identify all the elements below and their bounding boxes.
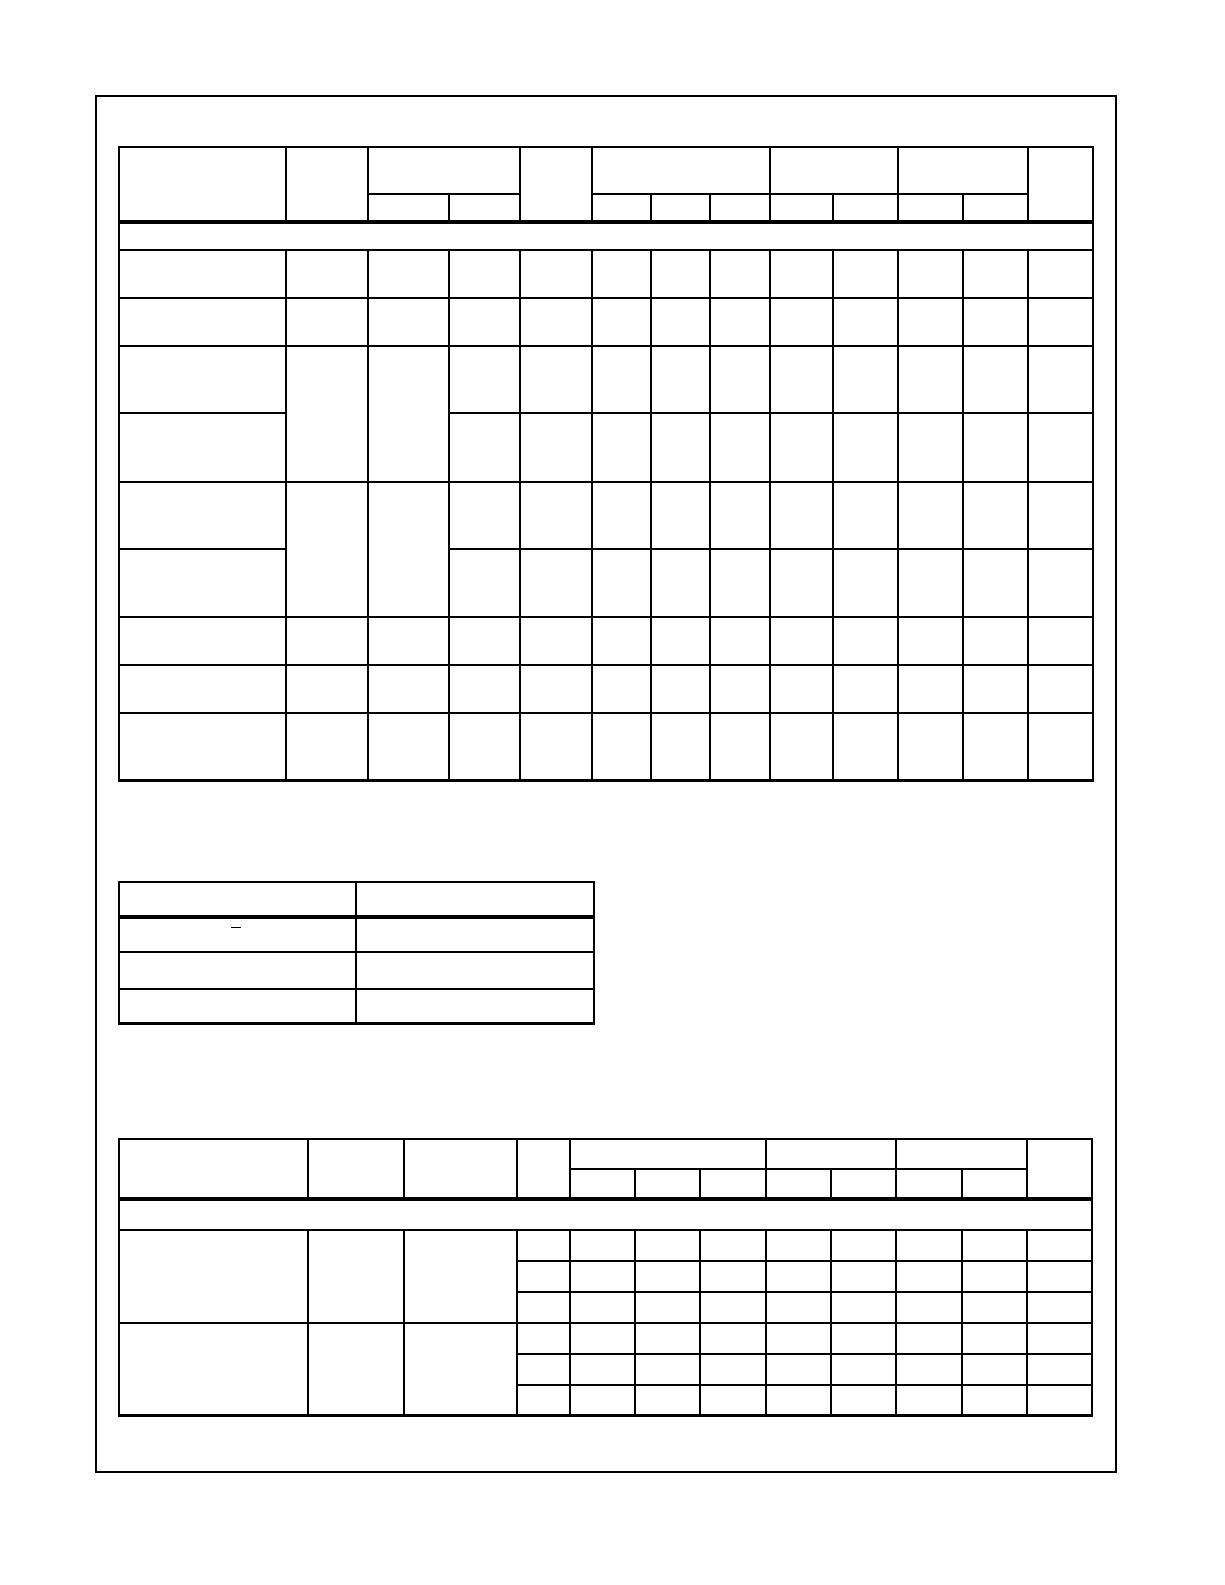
- table-1-column-line: [367, 249, 369, 782]
- table-1-column-line: [1027, 146, 1029, 222]
- table-3-top-border: [118, 1138, 1093, 1140]
- table-3-subcolumn-line: [830, 1168, 832, 1199]
- table-1-subcolumn-line: [709, 249, 711, 782]
- table-1-header-subline: [770, 193, 898, 195]
- table-1-subcolumn-line: [709, 193, 711, 222]
- table-3-subcolumn-line: [699, 1168, 701, 1199]
- table-3-column-line: [569, 1138, 571, 1199]
- table-3-left-border: [118, 1138, 120, 1417]
- table-1-subcolumn-line: [448, 249, 450, 782]
- table-1-right-border: [1092, 146, 1094, 782]
- table-1-subcolumn-line: [650, 249, 652, 782]
- table-2-column-line: [355, 881, 357, 1025]
- table-3-bottom-border: [118, 1414, 1093, 1417]
- table-3-right-border: [1091, 1138, 1093, 1417]
- table-1-column-line: [591, 146, 593, 222]
- table-3-column-line: [516, 1229, 518, 1417]
- table-1-header-subline: [368, 193, 520, 195]
- table-3-column-line: [895, 1138, 897, 1199]
- table-1-column-line: [897, 146, 899, 222]
- table-1-row-line: [118, 297, 1094, 299]
- table-3-row-line: [517, 1260, 1093, 1262]
- table-1-subcolumn-line: [832, 193, 834, 222]
- overbar-mark: [231, 927, 241, 928]
- table-1-subcolumn-line: [832, 249, 834, 782]
- table-1-column-line: [285, 249, 287, 782]
- table-1-row-line: [448, 412, 1094, 414]
- table-2-right-border: [593, 881, 595, 1025]
- table-1-header-subline: [592, 193, 770, 195]
- table-1-column-line: [769, 249, 771, 782]
- table-1-row-line: [118, 345, 1094, 347]
- table-3-subcolumn-line: [961, 1229, 963, 1417]
- table-1-row-line: [118, 412, 286, 414]
- table-1-row-line: [118, 548, 286, 550]
- table-3-column-line: [765, 1138, 767, 1199]
- table-3-header-separator: [118, 1197, 1093, 1201]
- table-3-row-line: [517, 1384, 1093, 1386]
- table-3-row-line: [517, 1353, 1093, 1355]
- table-1-subcolumn-line: [962, 249, 964, 782]
- table-1-subcolumn-line: [650, 193, 652, 222]
- table-1-row-line: [118, 481, 1094, 483]
- table-3-column-line: [516, 1138, 518, 1199]
- table-1-row-line: [118, 664, 1094, 666]
- table-1-top-border: [118, 146, 1094, 148]
- table-3-column-line: [307, 1138, 309, 1199]
- table-3-section-line: [118, 1229, 1093, 1231]
- table-3-column-line: [1026, 1229, 1028, 1417]
- table-3-subcolumn-line: [830, 1229, 832, 1417]
- table-1-section-line: [118, 249, 1094, 251]
- table-3-column-line: [1026, 1138, 1028, 1199]
- table-1-header-separator: [118, 220, 1094, 224]
- table-1-column-line: [519, 146, 521, 222]
- table-3-column-line: [895, 1229, 897, 1417]
- table-3-column-line: [403, 1229, 405, 1417]
- table-1-column-line: [769, 146, 771, 222]
- table-1-column-line: [591, 249, 593, 782]
- table-3-column-line: [765, 1229, 767, 1417]
- table-3-column-line: [307, 1229, 309, 1417]
- table-1-row-line: [118, 616, 1094, 618]
- table-1-left-border: [118, 146, 120, 782]
- table-1-subcolumn-line: [962, 193, 964, 222]
- table-3-header-subline: [570, 1168, 1027, 1170]
- table-1-column-line: [519, 249, 521, 782]
- table-1-row-line: [118, 712, 1094, 714]
- table-3-subcolumn-line: [634, 1229, 636, 1417]
- table-2-left-border: [118, 881, 120, 1025]
- table-3-row-line: [118, 1322, 1093, 1324]
- table-1-row-line: [448, 548, 1094, 550]
- table-1-subcolumn-line: [448, 193, 450, 222]
- table-1-column-line: [897, 249, 899, 782]
- table-3-column-line: [403, 1138, 405, 1199]
- table-1-bottom-border: [118, 779, 1094, 782]
- table-3-subcolumn-line: [961, 1168, 963, 1199]
- table-3-subcolumn-line: [699, 1229, 701, 1417]
- table-3-column-line: [569, 1229, 571, 1417]
- table-3-row-line: [517, 1291, 1093, 1293]
- table-1-column-line: [285, 146, 287, 222]
- table-1-column-line: [367, 146, 369, 222]
- table-3-subcolumn-line: [634, 1168, 636, 1199]
- table-1-column-line: [1027, 249, 1029, 782]
